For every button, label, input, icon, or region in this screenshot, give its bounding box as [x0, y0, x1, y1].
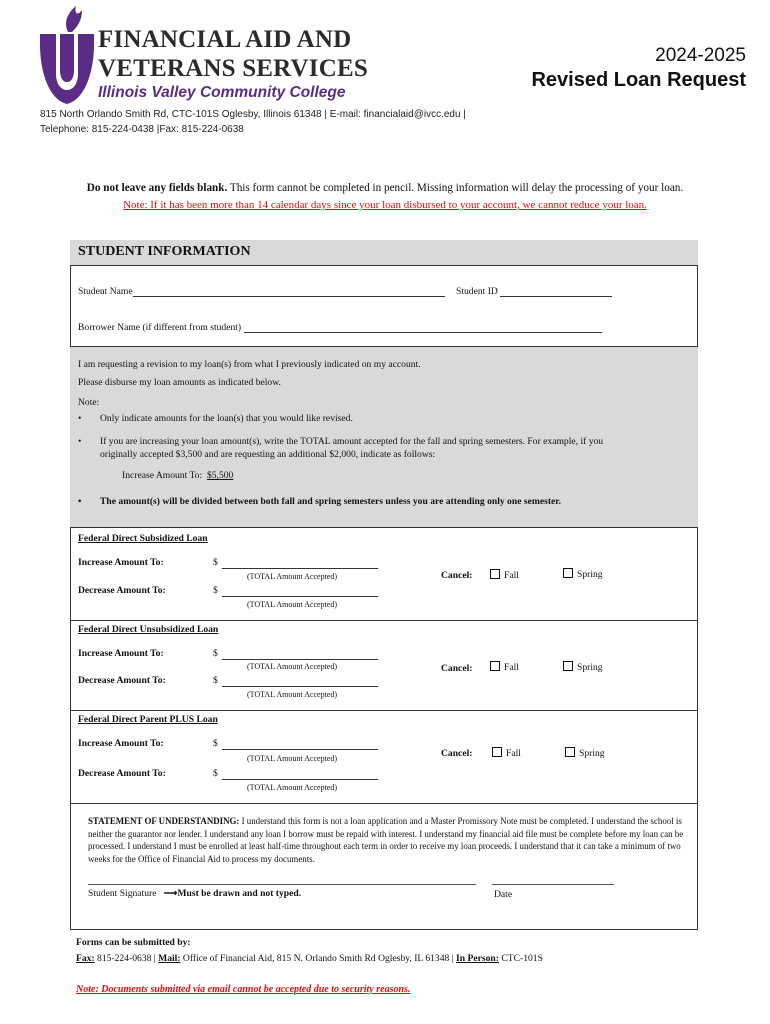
parent-plus-cancel-spring[interactable] [565, 747, 605, 759]
instructions-bold: Do not leave any fields blank. [86, 182, 228, 194]
cancel-label: Cancel: [441, 748, 473, 759]
dollar-sign: $ [213, 585, 218, 596]
borrower-name-label: Borrower Name (if different from student) [78, 322, 242, 333]
divider [70, 620, 698, 621]
in-person-label: In Person: [456, 953, 499, 964]
decrease-label: Decrease Amount To: [78, 768, 166, 779]
org-name-line1: FINANCIAL AID AND [98, 26, 352, 53]
fax-label: Fax: [76, 953, 95, 964]
dollar-sign: $ [213, 675, 218, 686]
cancel-label: Cancel: [441, 663, 473, 674]
unsubsidized-cancel-fall[interactable] [490, 661, 519, 673]
statement-text: I understand this form is not a loan application and a Master Promissory Note must be completed. I understand the school is neither the guarantor nor lender. I understand any loan I borrow must be repaid with interest. I understand my financial aid file must be complete before my loan can be processed. I understand I must be enrolled at least half-time throughout each term in order to receive my loan proceeds. I understand that it can take a minimum of two weeks for the Office of Financial Aid to process my documents. [88, 816, 684, 864]
subsidized-cancel-spring[interactable] [563, 568, 603, 580]
spring-label: Spring [577, 662, 603, 673]
dollar-sign: $ [213, 557, 218, 568]
loan-title-unsubsidized: Federal Direct Unsubsidized Loan [78, 624, 219, 635]
notes-bullet3 [78, 496, 562, 507]
org-name-line2: VETERANS SERVICES [98, 55, 368, 82]
decrease-label: Decrease Amount To: [78, 675, 166, 686]
student-name-field[interactable] [133, 286, 445, 297]
notes-label: Note: [78, 397, 100, 408]
statement-heading: STATEMENT OF UNDERSTANDING: [88, 816, 240, 826]
unsubsidized-increase-field[interactable] [222, 648, 378, 660]
unsubsidized-cancel-spring[interactable] [563, 661, 603, 673]
example-value: $5,500 [206, 470, 234, 481]
increase-label: Increase Amount To: [78, 738, 164, 749]
checkbox-icon[interactable] [565, 747, 575, 757]
spring-label: Spring [579, 748, 605, 759]
arrow-icon: ⟶ [163, 888, 178, 899]
student-info-header [70, 240, 698, 266]
award-year: 2024-2025 [655, 45, 746, 66]
fall-label: Fall [504, 570, 519, 581]
parent-plus-cancel-fall[interactable] [492, 747, 521, 759]
in-person-value: CTC-101S [498, 953, 543, 964]
example-row [122, 470, 233, 481]
page-title: Revised Loan Request [531, 69, 746, 91]
mail-value: Office of Financial Aid, 815 N. Orlando Smith Rd Oglesby, IL 61348 | [180, 953, 457, 964]
loan-title-parent-plus: Federal Direct Parent PLUS Loan [78, 714, 218, 725]
date-field[interactable] [492, 884, 614, 885]
fall-label: Fall [506, 748, 521, 759]
total-note: (TOTAL Amount Accepted) [247, 754, 338, 763]
student-id-label: Student ID [456, 286, 498, 297]
checkbox-icon[interactable] [490, 661, 500, 671]
dollar-sign: $ [213, 738, 218, 749]
dollar-sign: $ [213, 768, 218, 779]
spring-label: Spring [577, 569, 603, 580]
borrower-name-field[interactable] [244, 322, 602, 333]
college-name: Illinois Valley Community College [98, 84, 346, 101]
total-note: (TOTAL Amount Accepted) [247, 662, 338, 671]
signature-label: Student Signature [88, 888, 157, 899]
total-note: (TOTAL Amount Accepted) [247, 600, 338, 609]
bullet1-text: Only indicate amounts for the loan(s) that you would like revised. [100, 413, 353, 424]
parent-plus-decrease-field[interactable] [222, 768, 378, 780]
checkbox-icon[interactable] [563, 661, 573, 671]
notes-bullet2 [78, 436, 604, 447]
student-id-field[interactable] [500, 286, 612, 297]
signature-label-row [88, 888, 301, 899]
fall-label: Fall [504, 662, 519, 673]
unsubsidized-decrease-field[interactable] [222, 675, 378, 687]
loan-title-subsidized: Federal Direct Subsidized Loan [78, 533, 208, 544]
subsidized-increase-field[interactable] [222, 557, 378, 569]
student-id-row [456, 286, 612, 297]
student-name-label: Student Name [78, 286, 133, 297]
signature-note: Must be drawn and not typed. [177, 888, 302, 899]
contact-phone-fax: Telephone: 815-224-0438 |Fax: 815-224-0638 [40, 124, 244, 135]
email-warning: Note: Documents submitted via email cannot be accepted due to security reasons. [76, 984, 411, 995]
date-label: Date [494, 889, 513, 900]
section-title: STUDENT INFORMATION [78, 244, 251, 259]
notes-line1: I am requesting a revision to my loan(s) from what I previously indicated on my account. [78, 359, 421, 370]
signature-field[interactable] [88, 884, 476, 885]
submission-methods [76, 953, 543, 964]
student-name-row [78, 286, 445, 297]
decrease-label: Decrease Amount To: [78, 585, 166, 596]
bullet-glyph: • [78, 496, 82, 507]
subsidized-decrease-field[interactable] [222, 585, 378, 597]
borrower-name-row [78, 322, 602, 333]
increase-label: Increase Amount To: [78, 557, 164, 568]
cancel-label: Cancel: [441, 570, 473, 581]
bullet2-text-a: If you are increasing your loan amount(s), write the TOTAL amount accepted for the fall and spring semesters. For example, if you [100, 436, 604, 447]
bullet-glyph: • [78, 436, 82, 447]
mail-label: Mail: [158, 953, 181, 964]
increase-label: Increase Amount To: [78, 648, 164, 659]
notes-bullet1 [78, 413, 353, 424]
total-note: (TOTAL Amount Accepted) [247, 572, 338, 581]
dollar-sign: $ [213, 648, 218, 659]
subsidized-cancel-fall[interactable] [490, 569, 519, 581]
bullet-glyph: • [78, 413, 82, 424]
total-note: (TOTAL Amount Accepted) [247, 690, 338, 699]
ivcc-logo-icon [38, 4, 96, 104]
divider [70, 710, 698, 711]
notes-line2: Please disburse my loan amounts as indicated below. [78, 377, 281, 388]
statement-of-understanding [88, 815, 686, 865]
example-label: Increase Amount To: [122, 470, 203, 481]
bullet2-text-b: originally accepted $3,500 and are requesting an additional $2,000, indicate as follows: [100, 449, 436, 460]
checkbox-icon[interactable] [563, 568, 573, 578]
submission-heading: Forms can be submitted by: [76, 937, 191, 948]
parent-plus-increase-field[interactable] [222, 738, 378, 750]
bullet3-text: The amount(s) will be divided between both fall and spring semesters unless you are attending only one semester. [100, 496, 562, 507]
divider [70, 803, 698, 804]
checkbox-icon[interactable] [492, 747, 502, 757]
total-note: (TOTAL Amount Accepted) [247, 783, 338, 792]
reduction-deadline-note: Note: If it has been more than 14 calendar days since your loan disbursed to your account, we cannot reduce your loan. [123, 199, 647, 211]
contact-address: 815 North Orlando Smith Rd, CTC-101S Oglesby, Illinois 61348 | E-mail: financialaid@ivcc.edu | [40, 109, 466, 120]
instructions [0, 182, 770, 194]
fax-value: 815-224-0638 | [94, 953, 159, 964]
checkbox-icon[interactable] [490, 569, 500, 579]
instructions-text: This form cannot be completed in pencil. Missing information will delay the processing of your loan. [227, 182, 684, 194]
